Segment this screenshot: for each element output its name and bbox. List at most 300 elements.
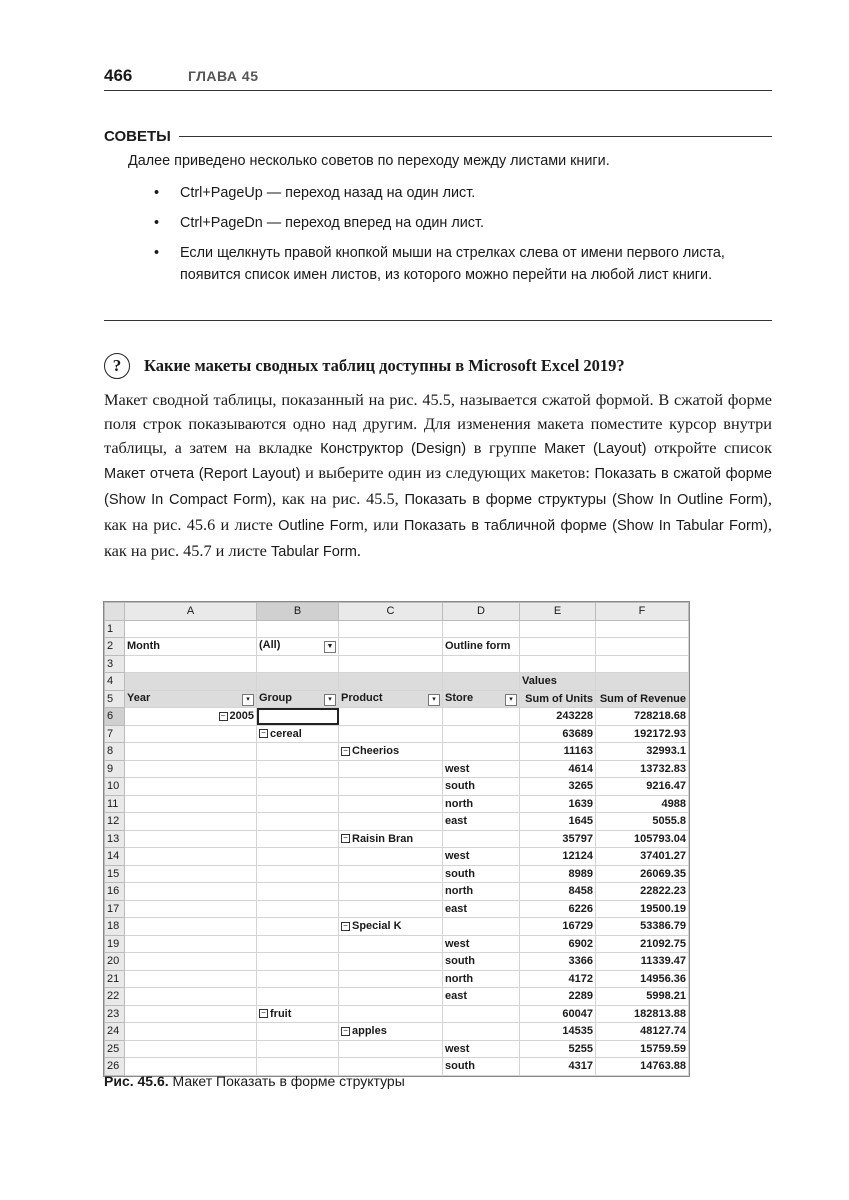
row-header[interactable]: 21 [105, 970, 125, 988]
cell[interactable] [520, 918, 596, 936]
ui-term: Показать в табличной форме (Show In Tabular Form) [403, 517, 768, 534]
cell-value: 5998.21 [646, 990, 686, 1003]
cell-value: south [445, 867, 475, 880]
cell[interactable] [520, 970, 596, 988]
cell[interactable] [257, 883, 339, 901]
cell-value: 35797 [562, 832, 593, 845]
cell[interactable] [520, 1040, 596, 1058]
cell[interactable] [443, 778, 520, 796]
cell[interactable] [443, 970, 520, 988]
cell[interactable] [596, 620, 689, 638]
cell[interactable] [257, 918, 339, 936]
cell[interactable] [520, 1023, 596, 1041]
cell-value: north [445, 885, 474, 898]
row-header[interactable]: 12 [105, 813, 125, 831]
cell[interactable] [596, 865, 689, 883]
cell[interactable] [520, 900, 596, 918]
cell-value: 6226 [568, 902, 593, 915]
text-run: , как на рис. 45.6 и листе [104, 489, 772, 534]
cell-value: east [445, 990, 468, 1003]
cell[interactable] [125, 830, 257, 848]
cell[interactable] [596, 935, 689, 953]
page-header [104, 64, 772, 91]
cell[interactable] [596, 848, 689, 866]
cell[interactable] [125, 865, 257, 883]
row-header[interactable]: 26 [105, 1058, 125, 1076]
collapse-icon[interactable]: − [341, 747, 350, 756]
cell[interactable] [339, 725, 443, 743]
cell[interactable] [443, 918, 520, 936]
cell-value: south [445, 955, 475, 968]
question-title: Какие макеты сводных таблиц доступны в Microsoft Excel 2019? [144, 356, 625, 375]
column-header[interactable]: E [520, 603, 596, 621]
cell-value: 9216.47 [646, 780, 686, 793]
sheet-row [105, 638, 689, 656]
cell[interactable] [257, 725, 339, 743]
cell[interactable] [520, 883, 596, 901]
cell[interactable] [125, 848, 257, 866]
body-paragraph [104, 388, 772, 565]
cell[interactable] [257, 1023, 339, 1041]
cell-value: 26069.35 [640, 867, 686, 880]
tips-bottom-rule [104, 320, 772, 321]
cell[interactable] [257, 900, 339, 918]
field-header-label: Group [259, 691, 292, 704]
row-header[interactable]: 23 [105, 1005, 125, 1023]
cell[interactable] [520, 1005, 596, 1023]
collapse-icon[interactable]: − [259, 729, 268, 738]
cell[interactable] [443, 1040, 520, 1058]
cell-value: 1645 [568, 815, 593, 828]
sheet-row [105, 1040, 689, 1058]
column-header[interactable]: C [339, 603, 443, 621]
column-header[interactable]: F [596, 603, 689, 621]
ui-term: Показать в сжатой форме (Show In Compact Form) [104, 466, 772, 509]
cell[interactable] [125, 620, 257, 638]
cell[interactable] [339, 673, 443, 691]
cell-value: Special K [352, 920, 402, 933]
cell[interactable] [339, 795, 443, 813]
sheet-row [105, 918, 689, 936]
cell-value: 12124 [562, 850, 593, 863]
cell[interactable] [125, 813, 257, 831]
tips-intro: Далее приведено несколько советов по переходу между листами книги. [128, 153, 610, 169]
cell[interactable] [520, 1058, 596, 1076]
collapse-icon[interactable]: − [341, 834, 350, 843]
cell[interactable] [257, 848, 339, 866]
cell-value: 3366 [568, 955, 593, 968]
cell[interactable] [339, 848, 443, 866]
text-run: в группе [466, 437, 545, 457]
cell[interactable] [257, 1005, 339, 1023]
column-header[interactable]: D [443, 603, 520, 621]
cell[interactable] [125, 743, 257, 761]
cell[interactable] [257, 970, 339, 988]
cell-value: north [445, 972, 474, 985]
cell[interactable] [257, 795, 339, 813]
tips-title-row [104, 126, 772, 146]
tips-list [150, 182, 774, 294]
sheet-row [105, 778, 689, 796]
cell[interactable] [596, 673, 689, 691]
cell[interactable] [443, 725, 520, 743]
cell[interactable] [520, 830, 596, 848]
row-header[interactable]: 14 [105, 848, 125, 866]
field-header-cell[interactable] [339, 690, 443, 708]
ui-term: Outline Form [278, 517, 364, 534]
row-header[interactable]: 4 [105, 673, 125, 691]
cell[interactable] [125, 760, 257, 778]
sheet-row [105, 970, 689, 988]
cell[interactable] [257, 953, 339, 971]
cell[interactable] [596, 1005, 689, 1023]
cell[interactable] [443, 708, 520, 726]
cell[interactable] [443, 620, 520, 638]
cell[interactable] [443, 900, 520, 918]
field-header-label: Product [341, 691, 383, 704]
cell[interactable] [125, 918, 257, 936]
cell[interactable] [339, 900, 443, 918]
tips-title-rule [179, 136, 772, 137]
row-header[interactable]: 24 [105, 1023, 125, 1041]
cell-value: 21092.75 [640, 937, 686, 950]
cell-value: 22822.23 [640, 885, 686, 898]
cell[interactable] [520, 865, 596, 883]
cell[interactable] [339, 883, 443, 901]
sheet-row [105, 708, 689, 726]
cell-value: 53386.79 [640, 920, 686, 933]
cell[interactable] [125, 795, 257, 813]
cell[interactable] [125, 970, 257, 988]
filter-value: (All) [259, 639, 281, 652]
cell[interactable] [257, 778, 339, 796]
sheet-row [105, 760, 689, 778]
cell[interactable] [257, 865, 339, 883]
sheet-row [105, 935, 689, 953]
cell[interactable] [257, 830, 339, 848]
cell[interactable] [443, 848, 520, 866]
cell[interactable] [596, 778, 689, 796]
tips-item: • Ctrl+PageDn — переход вперед на один лист. [150, 212, 774, 234]
row-header[interactable]: 11 [105, 795, 125, 813]
cell[interactable] [125, 1023, 257, 1041]
cell[interactable] [520, 743, 596, 761]
cell[interactable] [443, 743, 520, 761]
cell-value: 32993.1 [646, 745, 686, 758]
cell[interactable] [596, 953, 689, 971]
filter-sort-icon[interactable]: ▾ [505, 694, 517, 706]
cell-value: apples [352, 1025, 387, 1038]
cell[interactable] [125, 988, 257, 1006]
text-run: . [356, 540, 361, 560]
filter-sort-icon[interactable]: ▾ [242, 694, 254, 706]
cell[interactable] [596, 900, 689, 918]
cell[interactable] [443, 673, 520, 691]
values-label-cell[interactable]: Values [520, 673, 596, 691]
sheet-row [105, 690, 689, 708]
cell[interactable] [520, 778, 596, 796]
field-header-cell[interactable] [257, 690, 339, 708]
cell-value: 11339.47 [640, 955, 686, 968]
collapse-icon[interactable]: − [259, 1009, 268, 1018]
cell-value: 2005 [229, 710, 254, 723]
dropdown-arrow-icon[interactable]: ▼ [324, 641, 336, 653]
cell[interactable] [339, 760, 443, 778]
sheet-row [105, 953, 689, 971]
cell[interactable] [520, 795, 596, 813]
cell[interactable] [596, 743, 689, 761]
cell[interactable] [443, 760, 520, 778]
cell[interactable] [339, 620, 443, 638]
cell[interactable] [443, 935, 520, 953]
cell[interactable] [339, 743, 443, 761]
cell[interactable] [596, 1058, 689, 1076]
cell[interactable] [596, 725, 689, 743]
field-header-cell[interactable] [125, 690, 257, 708]
row-header[interactable]: 17 [105, 900, 125, 918]
cell-value: 192172.93 [634, 727, 686, 740]
cell[interactable] [596, 918, 689, 936]
layout-name-cell[interactable]: Outline form [443, 638, 520, 656]
cell[interactable] [520, 708, 596, 726]
question-icon: ? [104, 353, 130, 379]
cell[interactable] [443, 883, 520, 901]
cell[interactable] [443, 795, 520, 813]
cell[interactable] [339, 988, 443, 1006]
cell[interactable] [339, 970, 443, 988]
cell-value: east [445, 902, 468, 915]
filter-label-cell[interactable]: Month [125, 638, 257, 656]
cell[interactable] [443, 830, 520, 848]
ui-term: Показать в форме структуры (Show In Outline Form) [404, 492, 768, 509]
cell-value: cereal [270, 727, 302, 740]
cell[interactable] [443, 953, 520, 971]
cell[interactable] [125, 953, 257, 971]
collapse-icon[interactable]: − [341, 1027, 350, 1036]
cell-value: 8989 [568, 867, 593, 880]
cell[interactable] [125, 708, 257, 726]
cell-value: 2289 [568, 990, 593, 1003]
cell[interactable] [520, 935, 596, 953]
cell[interactable] [520, 655, 596, 673]
cell[interactable] [339, 813, 443, 831]
field-header-cell[interactable] [443, 690, 520, 708]
collapse-icon[interactable]: − [341, 922, 350, 931]
cell[interactable] [520, 813, 596, 831]
cell[interactable] [596, 708, 689, 726]
column-header[interactable]: B [257, 603, 339, 621]
cell[interactable] [443, 1023, 520, 1041]
cell[interactable] [339, 830, 443, 848]
cell[interactable] [125, 673, 257, 691]
cell[interactable] [520, 725, 596, 743]
cell-value: 37401.27 [640, 850, 686, 863]
cell-value: 48127.74 [640, 1025, 686, 1038]
cell[interactable] [596, 795, 689, 813]
filter-sort-icon[interactable]: ▾ [324, 694, 336, 706]
cell[interactable] [257, 620, 339, 638]
cell[interactable] [339, 953, 443, 971]
text-run: , как на рис. 45.7 и листе [104, 514, 772, 560]
cell[interactable] [339, 708, 443, 726]
row-header[interactable]: 20 [105, 953, 125, 971]
sheet-row [105, 813, 689, 831]
sheet-row [105, 883, 689, 901]
cell-value: 5055.8 [652, 815, 686, 828]
cell[interactable] [257, 673, 339, 691]
cell-value: Raisin Bran [352, 832, 414, 845]
cell[interactable] [339, 1023, 443, 1041]
cell[interactable] [596, 1040, 689, 1058]
cell-value: 63689 [562, 727, 593, 740]
cell[interactable] [339, 655, 443, 673]
cell[interactable] [443, 1058, 520, 1076]
cell[interactable] [339, 865, 443, 883]
text-run: , или [363, 514, 404, 534]
sheet-row [105, 830, 689, 848]
sheet-row [105, 673, 689, 691]
row-header[interactable]: 16 [105, 883, 125, 901]
row-header[interactable]: 9 [105, 760, 125, 778]
ui-term: Конструктор (Design) [320, 440, 467, 457]
row-header[interactable]: 18 [105, 918, 125, 936]
cell[interactable] [596, 813, 689, 831]
row-header[interactable]: 7 [105, 725, 125, 743]
cell[interactable] [596, 883, 689, 901]
cell[interactable] [596, 970, 689, 988]
cell[interactable] [257, 708, 339, 726]
cell[interactable] [443, 655, 520, 673]
text-run: , как на рис. 45.5, [272, 489, 405, 509]
cell[interactable] [125, 883, 257, 901]
filter-sort-icon[interactable]: ▾ [428, 694, 440, 706]
cell[interactable] [520, 953, 596, 971]
cell[interactable] [596, 638, 689, 656]
cell-value: 3265 [568, 780, 593, 793]
row-header[interactable]: 22 [105, 988, 125, 1006]
row-header[interactable]: 19 [105, 935, 125, 953]
cell-value: 182813.88 [634, 1007, 686, 1020]
question-heading [104, 353, 772, 381]
cell-value: 4988 [661, 797, 686, 810]
cell[interactable] [596, 760, 689, 778]
cell[interactable] [257, 935, 339, 953]
cell-value: south [445, 780, 475, 793]
cell-value: north [445, 797, 474, 810]
row-header[interactable]: 15 [105, 865, 125, 883]
cell[interactable] [125, 778, 257, 796]
cell-value: 728218.68 [634, 710, 686, 723]
cell-value: 4317 [568, 1060, 593, 1073]
cell[interactable] [520, 638, 596, 656]
cell-value: 11163 [563, 745, 593, 758]
cell[interactable] [596, 655, 689, 673]
cell[interactable] [257, 655, 339, 673]
cell-value: west [445, 937, 470, 950]
cell-value: 14763.88 [640, 1060, 686, 1073]
cell[interactable] [443, 988, 520, 1006]
row-header[interactable]: 3 [105, 655, 125, 673]
cell[interactable] [596, 988, 689, 1006]
select-all-corner[interactable] [105, 603, 125, 621]
field-header-label: Store [445, 691, 474, 704]
cell[interactable] [257, 760, 339, 778]
row-header[interactable]: 25 [105, 1040, 125, 1058]
filter-value-cell[interactable] [257, 638, 339, 656]
cell[interactable] [125, 900, 257, 918]
cell[interactable] [339, 778, 443, 796]
cell-value: Cheerios [352, 745, 400, 758]
cell[interactable] [443, 865, 520, 883]
cell[interactable] [520, 620, 596, 638]
cell[interactable] [125, 1040, 257, 1058]
tips-item: • Если щелкнуть правой кнопкой мыши на стрелках слева от имени первого листа, появится список имен листов, из которого можно перейти на любой лист книги. [150, 242, 774, 286]
row-header[interactable]: 5 [105, 690, 125, 708]
cell[interactable] [339, 638, 443, 656]
cell[interactable] [125, 1005, 257, 1023]
cell-value: west [445, 762, 470, 775]
row-header[interactable]: 6 [105, 708, 125, 726]
cell[interactable] [443, 813, 520, 831]
cell-value: west [445, 850, 470, 863]
collapse-icon[interactable]: − [219, 712, 228, 721]
cell[interactable] [339, 935, 443, 953]
cell[interactable] [125, 725, 257, 743]
cell-value: 243228 [556, 710, 593, 723]
cell[interactable] [596, 1023, 689, 1041]
field-header-label: Year [127, 691, 151, 704]
sheet-row [105, 865, 689, 883]
cell-value: 6902 [568, 937, 593, 950]
cell[interactable] [520, 848, 596, 866]
cell[interactable] [257, 1040, 339, 1058]
sheet-row [105, 725, 689, 743]
ui-term: Tabular Form [270, 543, 357, 560]
cell[interactable] [339, 918, 443, 936]
sheet-row [105, 1005, 689, 1023]
cell-value: 5255 [568, 1042, 593, 1055]
cell-value: 15759.59 [640, 1042, 686, 1055]
cell[interactable] [520, 988, 596, 1006]
cell[interactable] [125, 655, 257, 673]
cell-value: 60047 [562, 1007, 593, 1020]
cell-value: 16729 [562, 920, 593, 933]
row-header[interactable]: 13 [105, 830, 125, 848]
cell[interactable] [257, 988, 339, 1006]
row-header[interactable]: 8 [105, 743, 125, 761]
cell[interactable] [257, 813, 339, 831]
ui-term: Макет отчета (Report Layout) [104, 466, 301, 483]
figure-caption-text: Макет Показать в форме структуры [168, 1073, 405, 1089]
field-header-cell[interactable]: Sum of Units [520, 690, 596, 708]
row-header[interactable]: 10 [105, 778, 125, 796]
row-header[interactable]: 2 [105, 638, 125, 656]
field-header-cell[interactable]: Sum of Revenue [596, 690, 689, 708]
cell-value: 14535 [562, 1025, 593, 1038]
cell[interactable] [520, 760, 596, 778]
sheet-row [105, 1023, 689, 1041]
cell[interactable] [125, 935, 257, 953]
row-header[interactable]: 1 [105, 620, 125, 638]
cell[interactable] [339, 1040, 443, 1058]
cell[interactable] [257, 743, 339, 761]
column-header[interactable]: A [125, 603, 257, 621]
cell[interactable] [339, 1005, 443, 1023]
tips-title: СОВЕТЫ [104, 127, 171, 145]
cell[interactable] [596, 830, 689, 848]
cell-value: 105793.04 [634, 832, 686, 845]
cell[interactable] [443, 1005, 520, 1023]
